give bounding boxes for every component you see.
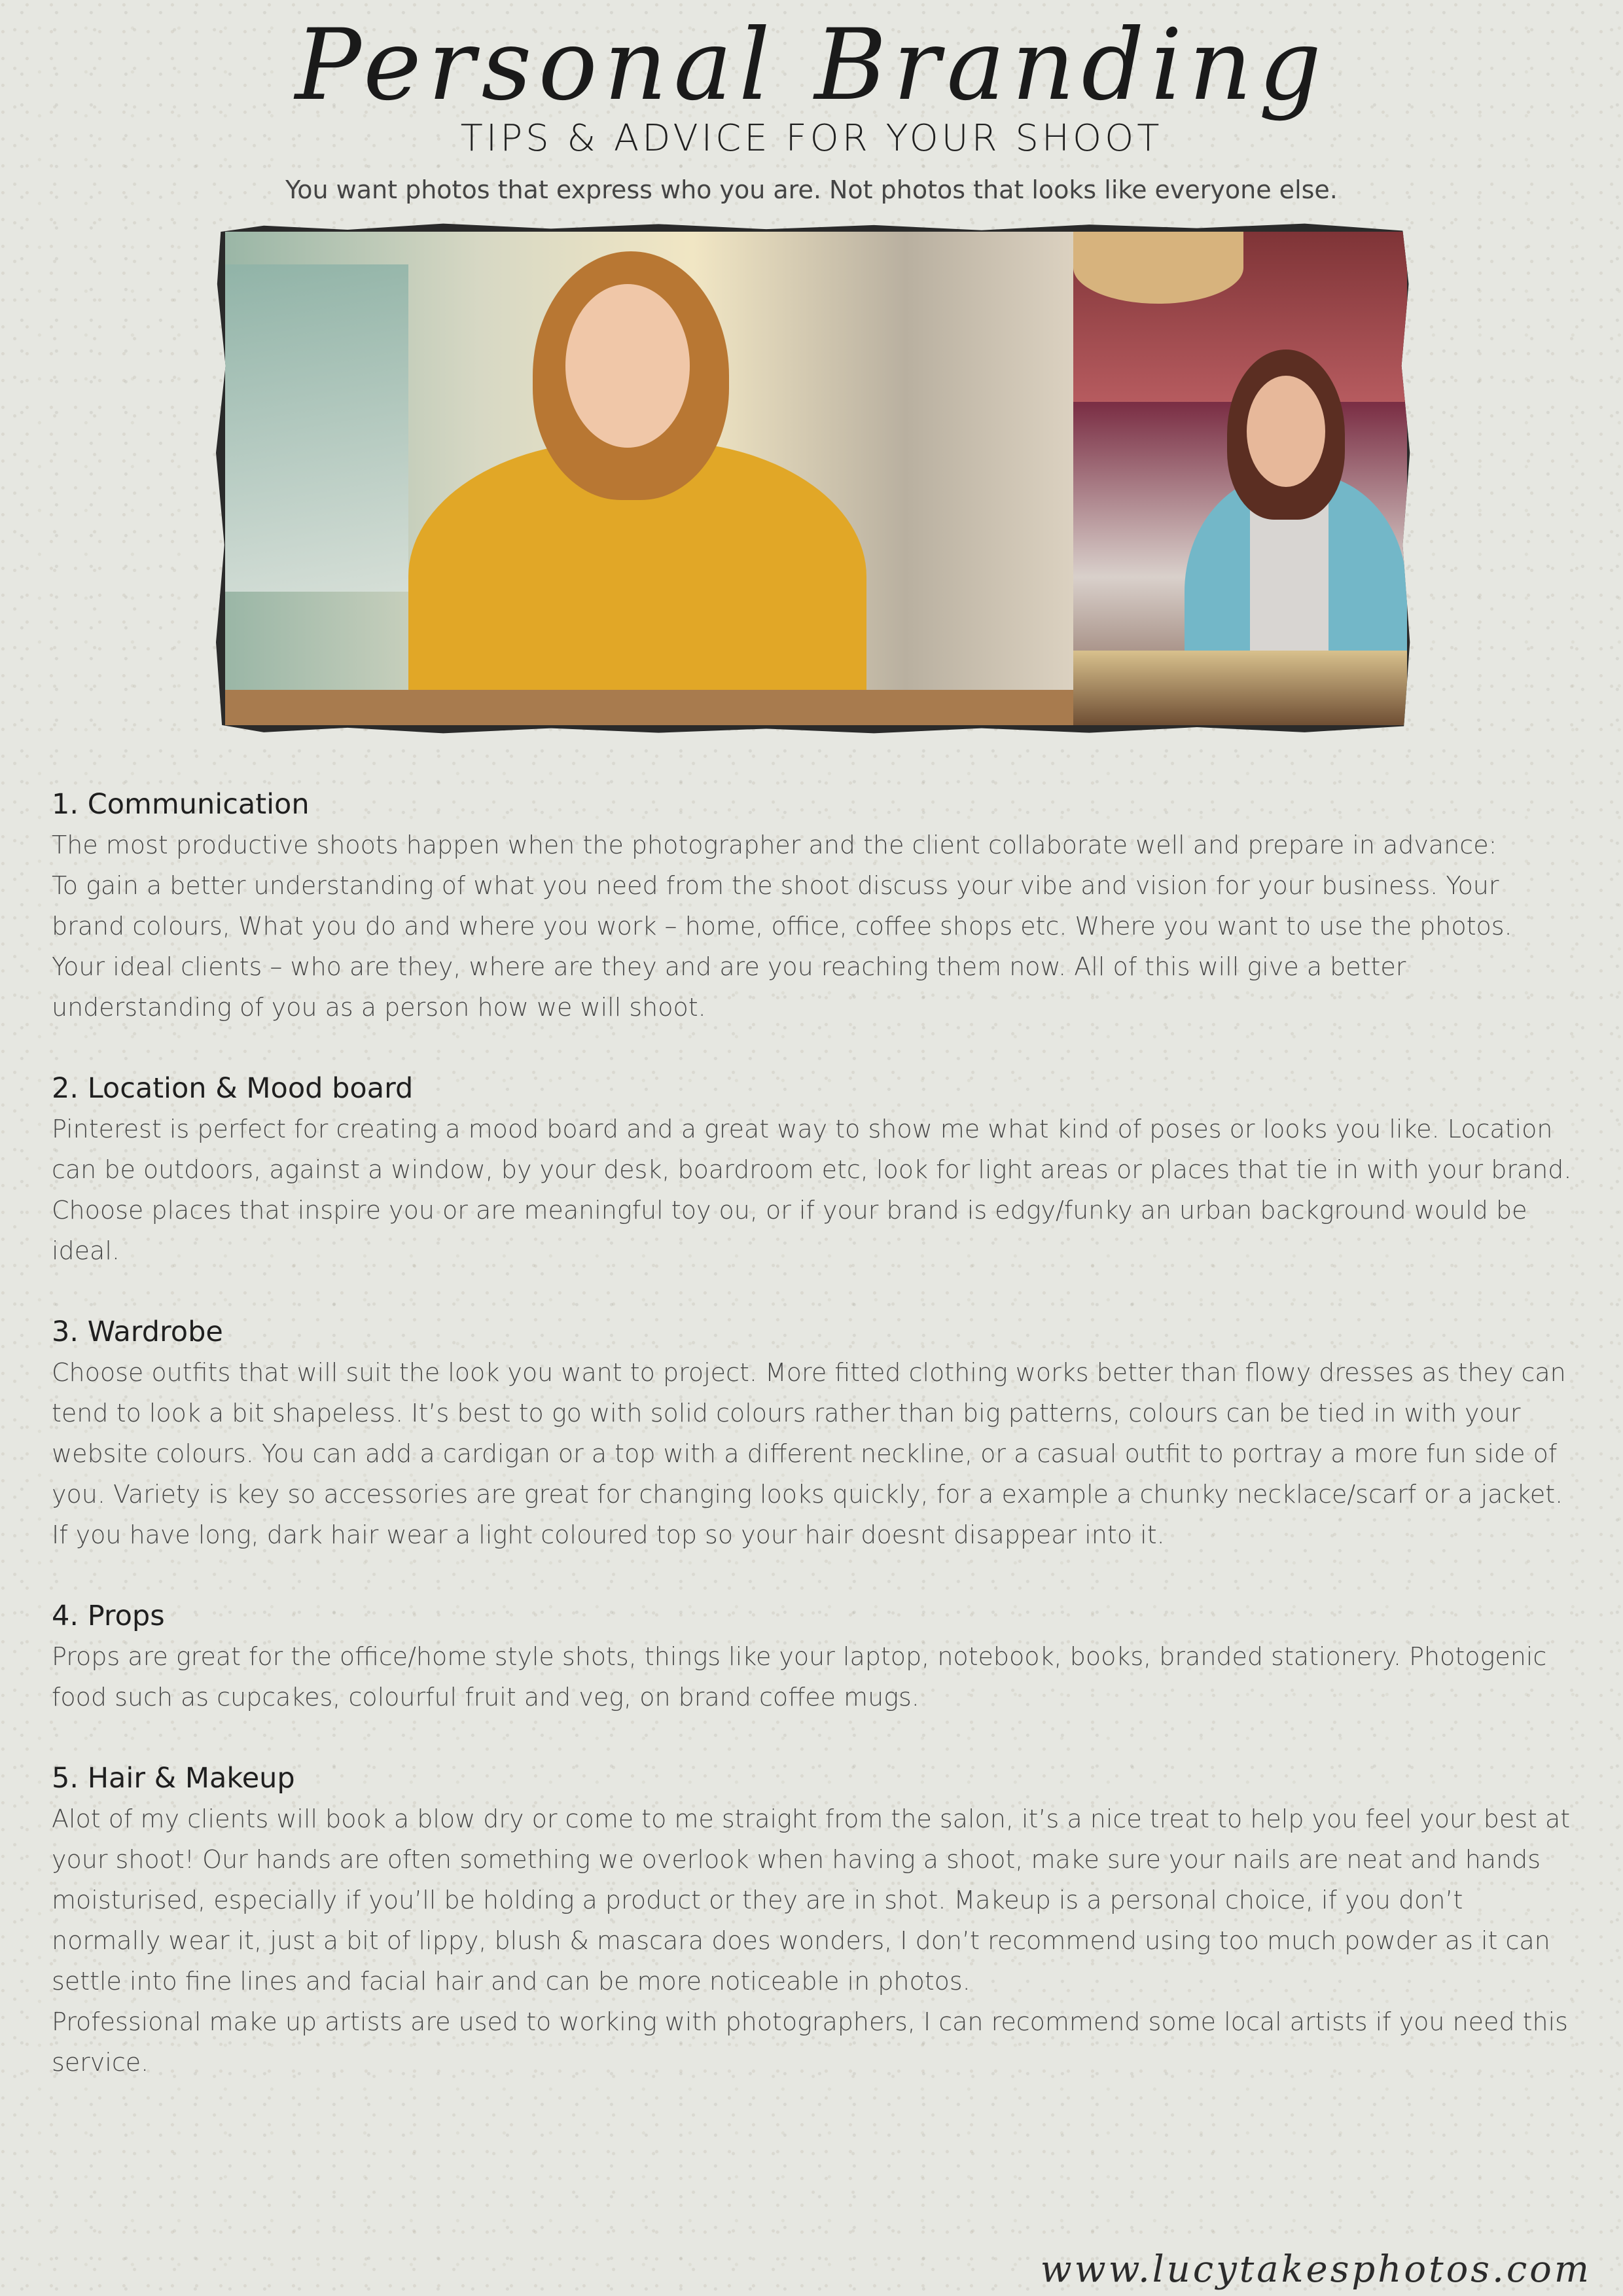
tip-heading: 3. Wardrobe (52, 1316, 223, 1348)
header-photo-strip (216, 223, 1412, 734)
photo-woman-blue-cardigan (1073, 232, 1407, 725)
tip-text: Choose outfits that will suit the look you want to project. More fitted clothing works better than flowy dresses as they can tend to look a bit shapeless. It’s best to go with solid colours rather than big patterns, colours can be tied in with your website colours. You can add a cardigan or a top with a different neckline, or a casual outfit to portray a more fun side of you. Variety is key so accessories are great for changing looks quickly, for a example a chunky necklace/scarf or a jacket. If you have long, dark hair wear a light coloured top so your hair doesnt disappear into it. (52, 1358, 1574, 1549)
page-subtitle: TIPS & ADVICE FOR YOUR SHOOT (460, 117, 1163, 160)
photo-person-face (565, 284, 690, 448)
tip-heading: 4. Props (52, 1600, 165, 1632)
website-link[interactable]: www.lucytakesphotos.com (1040, 2248, 1592, 2291)
tips-content (52, 784, 1580, 2123)
tip-section-wardrobe (52, 1312, 1577, 1555)
tip-section-props (52, 1596, 1577, 1717)
photo-window (225, 264, 408, 592)
photo-person-face (1247, 376, 1325, 487)
tip-section-location (52, 1068, 1580, 1271)
page-tagline: You want photos that express who you are. Not photos that looks like everyone else. (285, 175, 1338, 204)
photo-table (225, 690, 1076, 725)
tip-section-hair-makeup (52, 1758, 1577, 2083)
tip-text: Pinterest is perfect for creating a mood board and a great way to show me what kind of poses or looks you like. Location can be outdoors, against a window, by your desk, boardroom etc, look for light areas or places that tie in with your brand. Choose places that inspire you or are meaningful toy ou, or if your brand is edgy/funky an urban background would be ideal. (52, 1115, 1580, 1265)
tip-heading: 1. Communication (52, 788, 310, 821)
tip-section-communication (52, 784, 1577, 1028)
page-title: Personal Branding (294, 9, 1329, 122)
tip-heading: 2. Location & Mood board (52, 1072, 414, 1105)
tip-text: Props are great for the office/home style shots, things like your laptop, notebook, books, branded stationery. Photogenic food such as cupcakes, colourful fruit and veg, on brand coffee mugs. (52, 1642, 1555, 1712)
tip-text: Alot of my clients will book a blow dry or come to me straight from the salon, it’s a nice treat to help you feel your best at your shoot! Our hands are often something we overlook when having a shoot, make sure your nails are neat and hands moisturised, especially if you’ll be holding a product or they are in shot. Makeup is a personal choice, if you don’t normally wear it, just a bit of lippy, blush & mascara does wonders, I don’t recommend using too much powder as it can settle into fine lines and facial hair and can be more noticeable in photos. Professional make up artists are used to working with photographers, I can recommend some local artists if you need this service. (52, 1804, 1571, 2077)
tip-text: The most productive shoots happen when the photographer and the client collaborate well and prepare in advance: To gain a better understanding of what you need from the shoot discuss your vibe and vision for your business. Your brand colours, What you do and where you work – home, office, coffee shops etc. Where you want to use the photos. Your ideal clients – who are they, where are they and are you reaching them now. All of this will give a better understanding of you as a person how we will shoot. (52, 831, 1512, 1022)
photo-woman-yellow-jacket (225, 232, 1076, 725)
tip-heading: 5. Hair & Makeup (52, 1762, 295, 1795)
photo-counter (1073, 651, 1407, 725)
photo-lamp (1073, 232, 1243, 304)
